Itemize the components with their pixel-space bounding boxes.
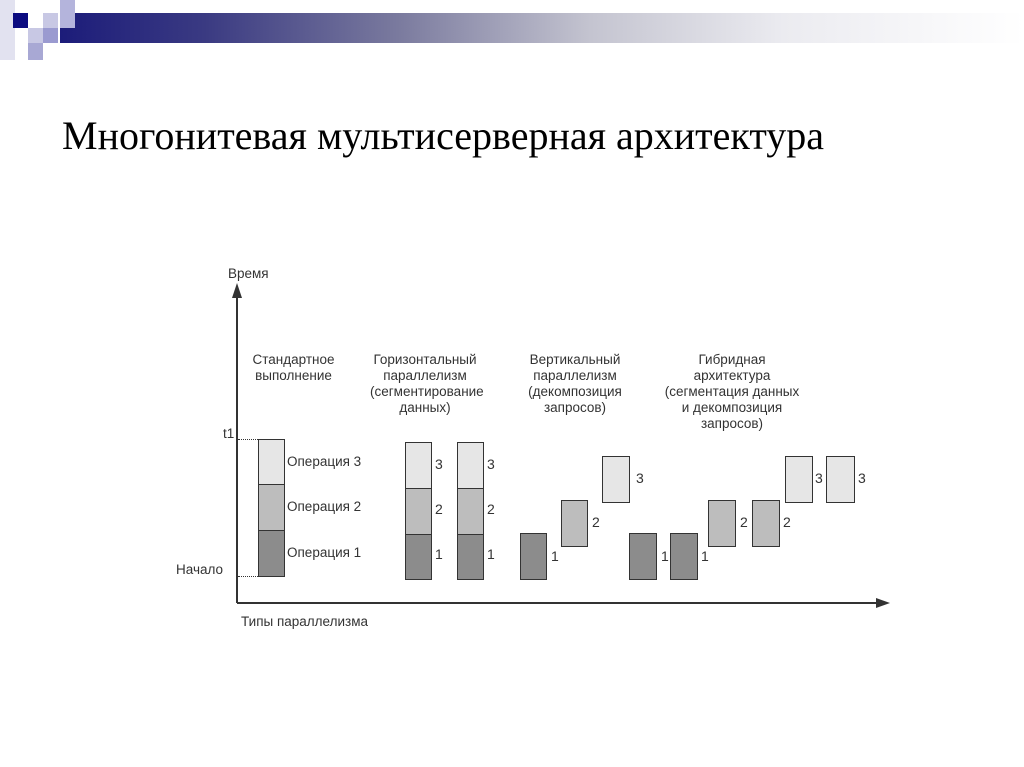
t1-marker: t1 <box>223 426 235 441</box>
hybrid-stage-2-block <box>708 500 736 547</box>
slide-title: Многонитевая мультисерверная архитектура <box>62 113 825 158</box>
group-hybrid-label: Гибридная архитектура (сегментация данных и декомпозиция запросов) <box>664 352 800 431</box>
hybrid-stage-2-block <box>752 500 780 547</box>
start-dotted-line <box>238 576 258 577</box>
step-number: 2 <box>435 501 443 517</box>
step-number: 1 <box>487 546 495 562</box>
step-number: 2 <box>487 501 495 517</box>
step-number: 1 <box>661 548 669 564</box>
step-number: 1 <box>551 548 559 564</box>
step-number: 2 <box>740 514 748 530</box>
hybrid-stage-3-block <box>785 456 813 503</box>
segment-2-block <box>405 488 432 535</box>
x-axis-label: Типы параллелизма <box>241 614 369 629</box>
operation-2-block <box>258 484 285 531</box>
group-vertical-label: Вертикальный параллелизм (декомпозиция запросов) <box>528 352 622 415</box>
segment-3-block <box>457 442 484 489</box>
hybrid-stage-3-block <box>826 456 855 503</box>
step-number: 2 <box>783 514 791 530</box>
step-number: 2 <box>592 514 600 530</box>
group-standard-label: Стандартное выполнение <box>252 352 335 383</box>
stage-1-block <box>520 533 547 580</box>
t1-dotted-line <box>238 439 258 440</box>
operation-1-block <box>258 530 285 577</box>
step-number: 3 <box>435 456 443 472</box>
operation-1-label: Операция 1 <box>287 545 362 560</box>
step-number: 1 <box>701 548 709 564</box>
step-number: 3 <box>487 456 495 472</box>
step-number: 1 <box>435 546 443 562</box>
segment-2-block <box>457 488 484 535</box>
operation-2-label: Операция 2 <box>287 499 362 514</box>
hybrid-stage-1-block <box>670 533 698 580</box>
operation-3-label: Операция 3 <box>287 454 362 469</box>
stage-3-block <box>602 456 630 503</box>
group-horizontal-label: Горизонтальный параллелизм (сегментирование данных) <box>370 352 484 415</box>
step-number: 3 <box>815 470 823 486</box>
start-marker: Начало <box>176 562 224 577</box>
segment-3-block <box>405 442 432 489</box>
step-number: 3 <box>636 470 644 486</box>
step-number: 3 <box>858 470 866 486</box>
y-axis-label: Время <box>228 266 269 281</box>
segment-1-block <box>405 534 432 580</box>
segment-1-block <box>457 534 484 580</box>
operation-3-block <box>258 439 285 485</box>
hybrid-stage-1-block <box>629 533 657 580</box>
stage-2-block <box>561 500 588 547</box>
